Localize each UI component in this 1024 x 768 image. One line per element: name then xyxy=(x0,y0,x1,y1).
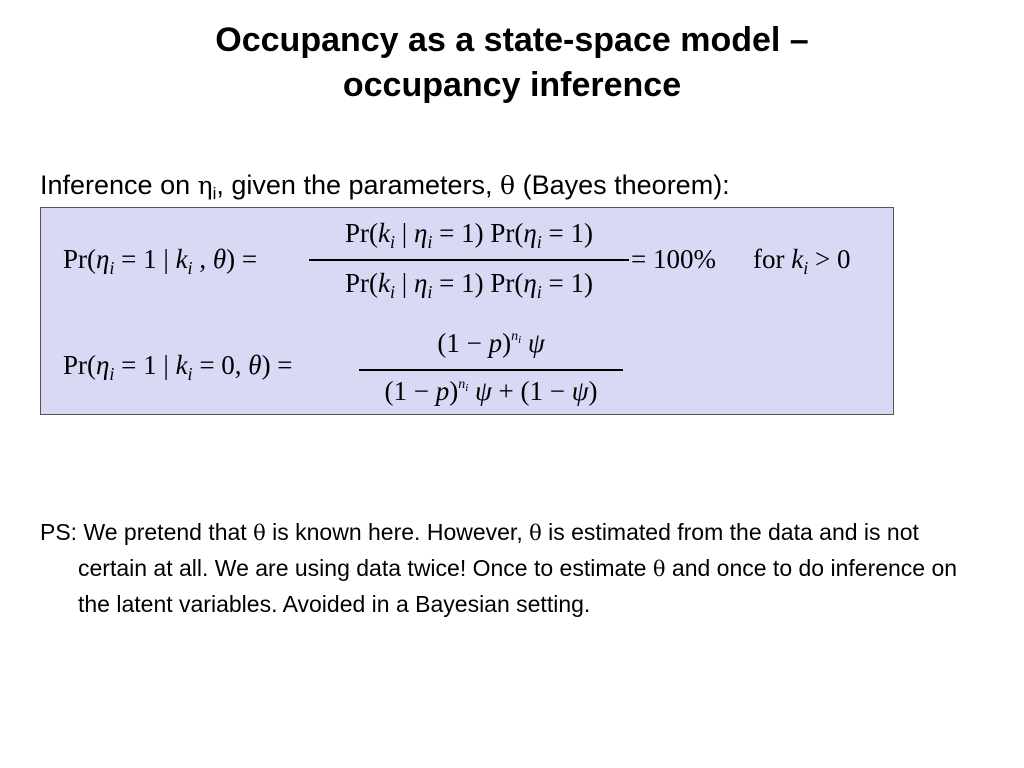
ps-text-3: is estimated from the data and is not certain at all. We are using data twice! Once to estimate xyxy=(78,519,919,581)
equation-1-condition xyxy=(753,244,851,278)
equation-2-numerator: $(1 - p)^{n_i}$ ψ xyxy=(437,328,545,358)
eq2-tail: = 0, xyxy=(192,350,249,380)
equation-2-denominator: $(1 - p)^{n_i}$ ψ + (1 − ψ) xyxy=(384,376,598,406)
eq2-theta: θ xyxy=(248,350,262,380)
eq2-eta: η xyxy=(96,350,110,380)
eq1-tail: , xyxy=(192,244,213,274)
ps-text-2: is known here. However, xyxy=(265,519,530,545)
intro-text xyxy=(40,166,730,205)
eq1-end: ) = xyxy=(226,244,258,274)
eq2-pr: Pr( xyxy=(63,350,96,380)
condition-post: > 0 xyxy=(808,244,851,274)
ps-text-4: and once to do inference on the latent variables. Avoided in a Bayesian setting. xyxy=(78,555,958,617)
condition-k-sub: i xyxy=(803,258,809,278)
ps-text-1: PS: We pretend that xyxy=(40,519,254,545)
eta-subscript: i xyxy=(212,184,217,203)
eq1-k: k xyxy=(175,244,188,274)
slide-title xyxy=(0,18,1024,108)
eq1-eta-sub: i xyxy=(109,258,115,278)
ps-theta-2: θ xyxy=(529,521,542,545)
condition-for: for xyxy=(753,244,792,274)
title-line-1: Occupancy as a state-space model – xyxy=(215,21,809,59)
equation-box xyxy=(40,207,894,415)
equation-1-result: = 100% xyxy=(631,244,716,274)
intro-prefix: Inference on xyxy=(40,170,198,200)
eq1-eta: η xyxy=(96,244,110,274)
eta-symbol: η xyxy=(197,171,213,200)
eq1-k-sub: i xyxy=(187,258,193,278)
equation-1-fraction-bar xyxy=(309,259,629,261)
ps-theta-3: θ xyxy=(652,557,666,581)
title-line-2: occupancy inference xyxy=(342,66,682,104)
condition-k: k xyxy=(791,244,804,274)
eq2-end: ) = xyxy=(261,350,293,380)
eq2-k-sub: i xyxy=(187,364,193,384)
equation-1-numerator: $Pr(k_i$ | $\eta_i = 1$) $Pr(\eta_i = 1)$ xyxy=(345,218,593,252)
eq1-pr: Pr( xyxy=(63,244,96,274)
intro-suffix: (Bayes theorem): xyxy=(515,170,730,200)
eq2-k: k xyxy=(175,350,188,380)
eq1-theta: θ xyxy=(212,244,227,274)
equation-2-fraction-bar xyxy=(359,369,623,371)
equation-2-lhs xyxy=(63,350,293,384)
ps-theta-1: θ xyxy=(253,521,266,545)
theta-symbol: θ xyxy=(500,171,516,200)
eq1-mid: = 1 | xyxy=(114,244,176,274)
equation-1-denominator: $Pr(k_i$ | $\eta_i = 1$) $Pr(\eta_i = 1)$ xyxy=(345,268,593,302)
intro-middle: , given the parameters, xyxy=(216,170,501,200)
equation-1-lhs xyxy=(63,244,258,278)
ps-note xyxy=(40,515,990,622)
eq2-eta-sub: i xyxy=(109,364,115,384)
eq2-mid: = 1 | xyxy=(114,350,176,380)
